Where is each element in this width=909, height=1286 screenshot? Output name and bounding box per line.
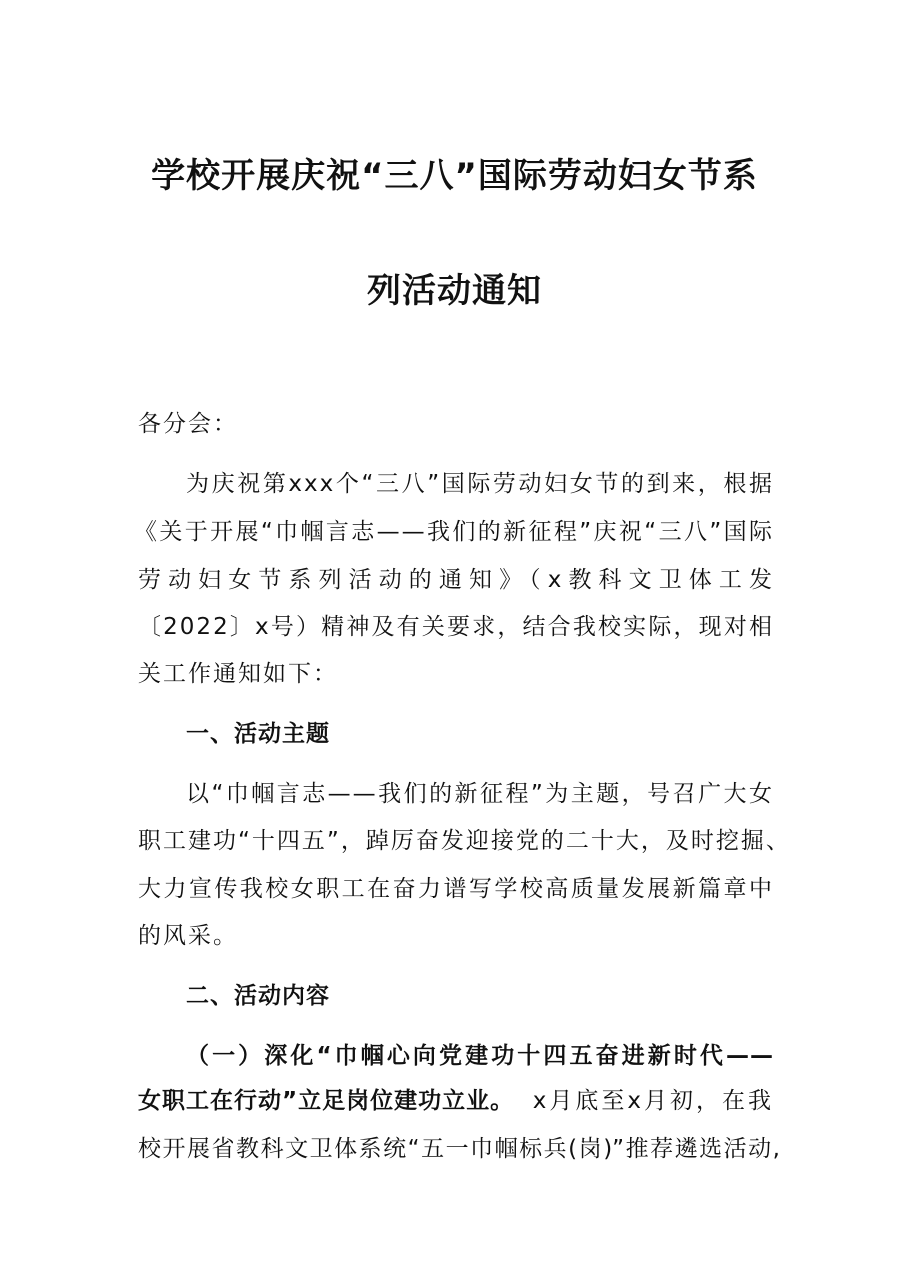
content-item-1-text: x月底至x月初，在我 <box>532 1088 774 1114</box>
intro-paragraph-line: 〔2022〕x号）精神及有关要求，结合我校实际，现对相 <box>138 614 774 640</box>
theme-paragraph-line: 大力宣传我校女职工在奋力谱写学校高质量发展新篇章中 <box>138 876 774 902</box>
theme-paragraph-line: 的风采。 <box>138 923 238 949</box>
intro-paragraph-line: 劳动妇女节系列活动的通知》（x教科文卫体工发 <box>138 567 774 593</box>
theme-paragraph-line: 职工建功“十四五”，踔厉奋发迎接党的二十大，及时挖掘、 <box>138 828 791 854</box>
document-title-line-1: 学校开展庆祝“三八”国际劳动妇女节系 <box>151 156 758 196</box>
intro-paragraph-line: 关工作通知如下： <box>138 661 338 687</box>
section-heading-theme: 一、活动主题 <box>186 721 330 747</box>
intro-paragraph-line: 为庆祝第xxx个“三八”国际劳动妇女节的到来，根据 <box>186 471 774 497</box>
theme-paragraph-line: 以“巾帼言志——我们的新征程”为主题，号召广大女 <box>186 781 774 807</box>
content-item-1-text-line: 校开展省教科文卫体系统“五一巾帼标兵(岗)”推荐遴选活动, <box>138 1136 780 1162</box>
intro-paragraph-line: 《关于开展“巾帼言志——我们的新征程”庆祝“三八”国际 <box>134 519 774 545</box>
document-title-line-2: 列活动通知 <box>367 271 542 311</box>
content-item-1-heading-tail: 女职工在行动”立足岗位建功立业。 <box>138 1088 515 1114</box>
section-heading-content: 二、活动内容 <box>186 983 330 1009</box>
content-item-1-line <box>138 1082 774 1115</box>
content-item-1-heading-line: （一）深化“巾帼心向党建功十四五奋进新时代—— <box>186 1043 774 1069</box>
salutation: 各分会： <box>138 411 238 437</box>
